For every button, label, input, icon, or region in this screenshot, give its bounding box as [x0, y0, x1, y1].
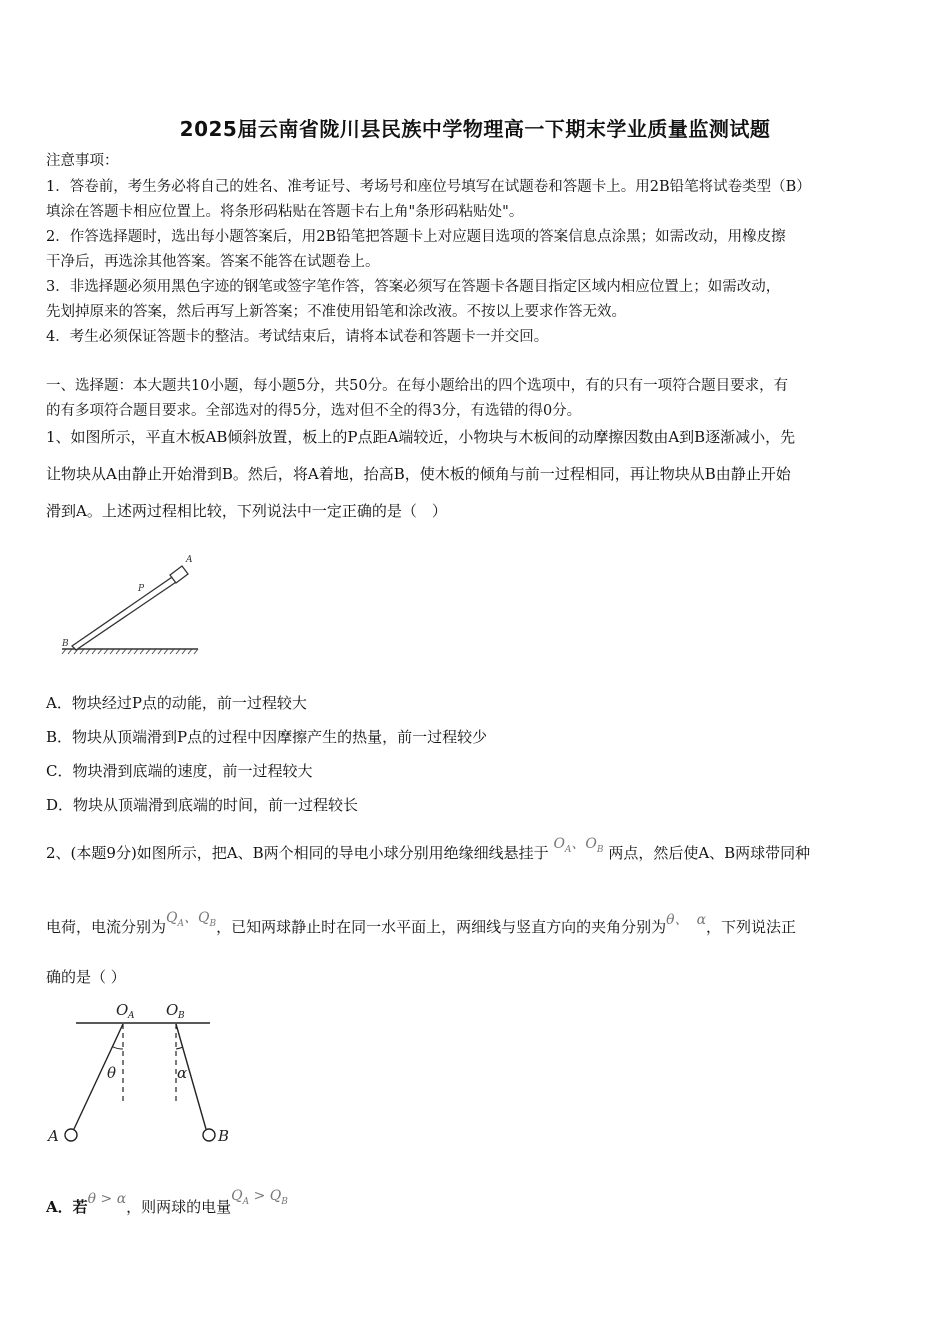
ball-b: [203, 1129, 215, 1141]
notice-line: 1．答卷前，考生务必将自己的姓名、准考证号、考场号和座位号填写在试题卷和答题卡上。用2B铅笔将试卷类型（B）: [46, 179, 811, 195]
notice-line: 干净后，再选涂其他答案。答案不能答在试题卷上。: [46, 254, 380, 270]
question-2-line-2: [46, 910, 908, 945]
incline-figure: [58, 548, 208, 660]
label-ball-a: A: [48, 1127, 59, 1145]
math-sep: 、: [184, 910, 198, 926]
q1-option-c: C．物块滑到底端的速度，前一过程较大: [46, 762, 313, 780]
section-intro: 一、选择题：本大题共10小题，每小题5分，共50分。在每小题给出的四个选项中，有的只有一项符合题目要求，有: [46, 378, 789, 394]
math-qb: $Q_B$: [198, 910, 217, 929]
math-alpha: α: [696, 912, 707, 928]
section-intro: 的有多项符合题目要求。全部选对的得5分，选对但不全的得3分，有选错的得0分。: [46, 403, 582, 419]
math-qa: $Q_A$: [166, 910, 184, 929]
question-1-text: 1、如图所示，平直木板AB倾斜放置，板上的P点距A端较近，小物块与木板间的动摩擦因数由A到B逐渐减小，先: [46, 428, 796, 446]
q2-text: 电荷，电流分别为: [46, 918, 167, 936]
label-ob: O: [166, 1001, 179, 1019]
q1-option-d: D．物块从顶端滑到底端的时间，前一过程较长: [46, 796, 359, 814]
math-oa: $O_A$: [553, 836, 572, 855]
math-ob: $O_B$: [585, 836, 604, 855]
label-oa-sub: A: [128, 1011, 135, 1021]
question-1-text: 让物块从A由静止开始滑到B。然后，将A着地，抬高B，使木板的倾角与前一过程相同，再让物块从B由静止开始: [46, 465, 791, 483]
label-p: P: [138, 584, 145, 594]
q2-option-a-text: ，则两球的电量: [126, 1198, 232, 1216]
page-title: 2025届云南省陇川县民族中学物理高一下期末学业质量监测试题: [179, 117, 771, 141]
notice-heading: 注意事项：: [46, 153, 119, 169]
notice-line: 4．考生必须保证答题卡的整洁。考试结束后，请将本试卷和答题卡一并交回。: [46, 329, 549, 345]
wooden-board: [72, 573, 182, 650]
q2-option-a: [46, 1188, 288, 1225]
q2-option-a-prefix: A．若: [46, 1198, 88, 1216]
q1-option-b: B．物块从顶端滑到P点的过程中因摩擦产生的热量，前一过程较少: [46, 728, 488, 746]
label-ball-b: B: [218, 1127, 230, 1145]
question-2-line-3: 确的是（ ）: [46, 968, 126, 986]
label-a: A: [186, 555, 193, 565]
math-sep: 、: [674, 912, 689, 928]
label-alpha: α: [177, 1064, 188, 1082]
math-theta: θ: [666, 912, 675, 928]
question-1-text: 滑到A。上述两过程相比较，下列说法中一定正确的是（ ）: [46, 502, 447, 520]
label-theta: θ: [107, 1064, 117, 1082]
q2-text: ，已知两球静止时在同一水平面上，两细线与竖直方向的夹角分别为: [216, 918, 667, 936]
question-2-line-1: [46, 836, 908, 871]
notice-line: 填涂在答题卡相应位置上。将条形码粘贴在答题卡右上角"条形码粘贴处"。: [46, 204, 524, 220]
q2-text: 两点，然后使A、B两球带同种: [608, 844, 811, 862]
label-oa: O: [116, 1001, 129, 1019]
notice-line: 3．非选择题必须用黑色字迹的钢笔或签字笔作答，答案必须写在答题卡各题目指定区域内相应位置上；如需改动，: [46, 279, 781, 295]
pendulum-figure: [44, 996, 230, 1156]
label-b: B: [62, 639, 69, 649]
label-ob-sub: B: [178, 1011, 185, 1021]
math-condition: θ > α: [87, 1191, 127, 1207]
q2-text: ，下列说法正: [706, 918, 797, 936]
notice-line: 2．作答选择题时，选出每小题答案后，用2B铅笔把答题卡上对应题目选项的答案信息点涂黑；如需改动，用橡皮擦: [46, 229, 786, 245]
math-sep: 、: [571, 836, 586, 852]
q2-text: 2、(本题9分)如图所示，把A、B两个相同的导电小球分别用绝缘细线悬挂于: [46, 844, 549, 862]
q1-option-a: A．物块经过P点的动能，前一过程较大: [46, 694, 307, 712]
notice-line: 先划掉原来的答案，然后再写上新答案；不准使用铅笔和涂改液。不按以上要求作答无效。: [46, 304, 626, 320]
math-result: $Q_A > Q_B$: [231, 1188, 288, 1207]
ball-a: [65, 1129, 77, 1141]
